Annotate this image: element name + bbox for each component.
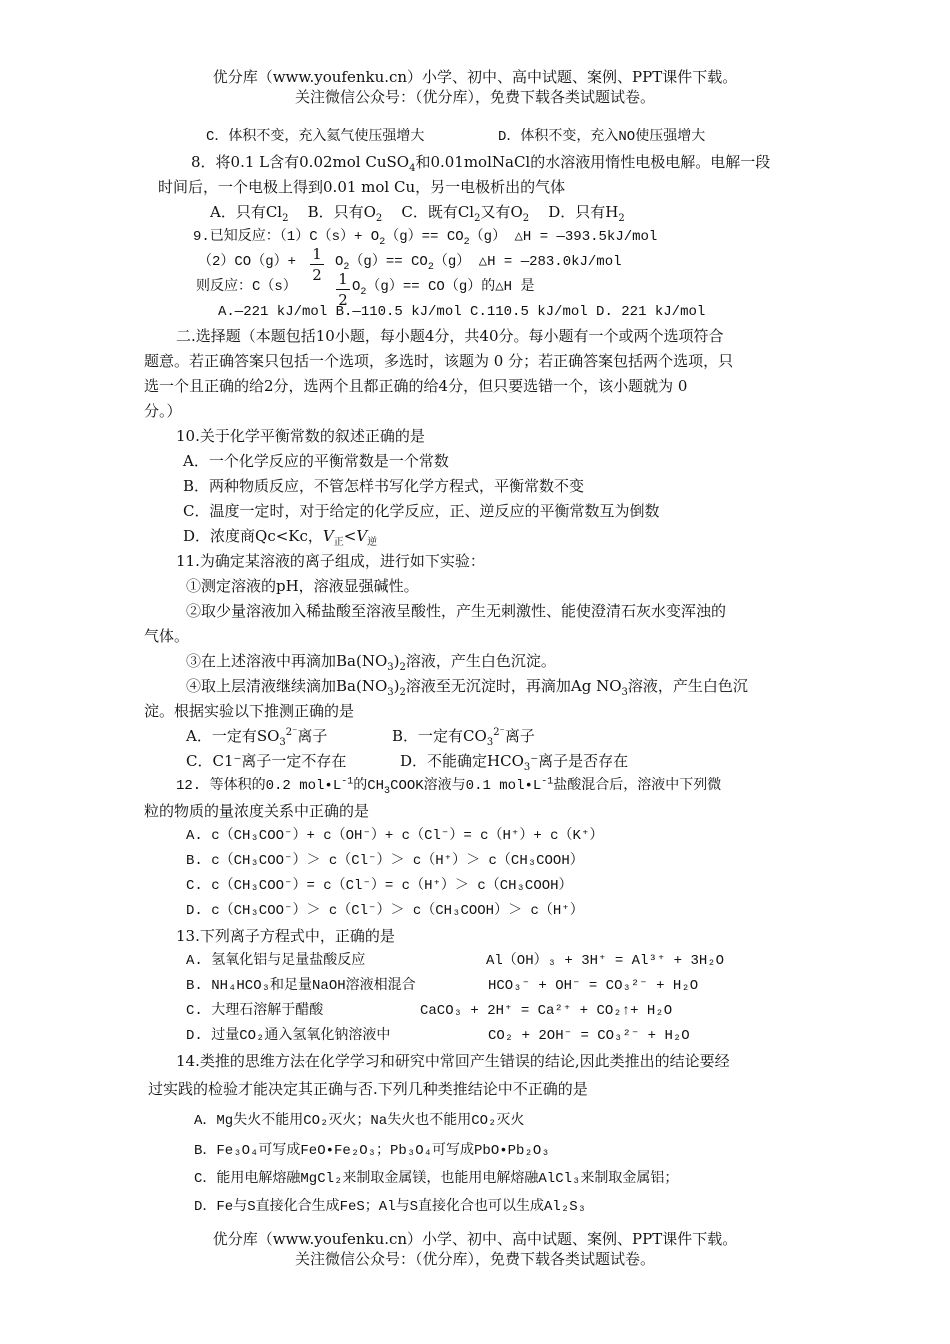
q13-stem: 13.下列离子方程式中，正确的是 bbox=[176, 927, 395, 945]
footer-line-2: 关注微信公众号：（优分库），免费下载各类试题试卷。 bbox=[294, 1250, 655, 1268]
q13-option-c: C. 大理石溶解于醋酸 bbox=[186, 1003, 324, 1019]
q9-fraction-1: 1 2 bbox=[310, 245, 324, 284]
section-2-line-1: 二.选择题（本题包括10小题，每小题4分，共40分。每小题有一个或两个选项符合 bbox=[176, 327, 724, 345]
q9-reaction-3: 则反应：C（s） bbox=[196, 279, 297, 295]
q14-option-b: B．Fe₃O₄可写成FeO•Fe₂O₃；Pb₃O₄可写成PbO•Pb₂O₃ bbox=[194, 1143, 550, 1159]
q12-stem-2: 粒的物质的量浓度关系中正确的是 bbox=[144, 802, 370, 820]
q13-option-b: B. NH₄HCO₃和足量NaOH溶液相混合 bbox=[186, 978, 416, 994]
q8-options bbox=[210, 201, 625, 223]
q12-stem-1: 12. 等体积的0.2 $mol•L^{-1}$的$CH_3COOK$溶液与0.1 $mol•L^{-1}$盐酸混合后，溶液中下列微 bbox=[176, 776, 722, 797]
q10-option-b: B．两种物质反应，不管怎样书写化学方程式，平衡常数不变 bbox=[183, 477, 585, 495]
q8-stem-1: 8．将0.1 L含有0.02mol CuSO$_4$和0.01molNaCl的水溶液用惰性电极电解。电解一段 bbox=[191, 153, 771, 174]
q9-stem: 9.已知反应：$(1)C(s)+ O_2(g)== CO_2(g)$ △H = —393.5kJ/mol bbox=[193, 229, 658, 248]
q10-option-c: C．温度一定时，对于给定的化学反应，正、逆反应的平衡常数互为倒数 bbox=[183, 502, 660, 520]
q13-equation-a: Al（OH）₃ + 3H⁺ = Al³⁺ + 3H₂O bbox=[486, 953, 725, 969]
q9-fraction-2: 1 2 bbox=[336, 270, 350, 309]
header-line-2: 关注微信公众号：（优分库），免费下载各类试题试卷。 bbox=[294, 88, 655, 106]
q11-stem: 11.为确定某溶液的离子组成，进行如下实验： bbox=[176, 552, 485, 570]
q7-option-c: C．体积不变，充入氦气使压强增大 bbox=[206, 129, 425, 145]
q11-option-d: D．不能确定$HCO_3^-$离子是否存在 bbox=[400, 752, 629, 773]
q13-equation-b: HCO₃⁻ + OH⁻ = CO₃²⁻ + H₂O bbox=[488, 978, 699, 994]
q14-stem-2: 过实践的检验才能决定其正确与否.下列几种类推结论中不正确的是 bbox=[148, 1080, 588, 1098]
q9-options: A.—221 kJ/mol B.—110.5 kJ/mol C.110.5 kJ/mol D. 221 kJ/mol bbox=[218, 304, 706, 320]
q14-stem-1: 14.类推的思维方法在化学学习和研究中常回产生错误的结论,因此类推出的结论要经 bbox=[176, 1052, 730, 1070]
q13-option-a: A. 氢氧化铝与足量盐酸反应 bbox=[186, 953, 366, 969]
q11-option-c: C．C1⁻离子一定不存在 bbox=[186, 752, 347, 770]
q8-stem-2: 时间后，一个电极上得到0.01 mol Cu，另一电极析出的气体 bbox=[158, 178, 566, 196]
q12-option-b: B. c（CH₃COO⁻）＞ c（Cl⁻）＞ c（H⁺）＞ c（CH₃COOH） bbox=[186, 853, 584, 869]
q11-step-1: ①测定溶液的pH，溶液显强碱性。 bbox=[186, 577, 419, 595]
q8-option-c: C．既有$Cl_2$又有$O_2$ bbox=[401, 203, 530, 224]
footer-line-1: 优分库（www.youfenku.cn）小学、初中、高中试题、案例、PPT课件下载。 bbox=[212, 1230, 738, 1248]
section-2-line-3: 选一个且正确的给2分，选两个且都正确的给4分，但只要选错一个，该小题就为 0 bbox=[144, 377, 688, 395]
q13-option-d: D. 过量CO₂通入氢氧化钠溶液中 bbox=[186, 1028, 391, 1044]
q9-reaction-2b: $O_2(g)== CO_2(g)$ △H = —283.0kJ/mol bbox=[335, 254, 622, 273]
q11-step-4: ④取上层清液继续滴加$Ba(NO_3)_2$溶液至无沉淀时，再滴加Ag $NO_3$溶液，产生白色沉 bbox=[186, 677, 748, 698]
q12-option-a: A. c（CH₃COO⁻）+ c（OH⁻）+ c（Cl⁻）= c（H⁺）+ c（K⁺） bbox=[186, 828, 604, 844]
q7-option-d: D．体积不变，充入NO使压强增大 bbox=[498, 129, 706, 145]
q14-option-a: A．Mg失火不能用CO₂灭火；Na失火也不能用CO₂灭火 bbox=[194, 1113, 525, 1129]
q12-option-c: C. c（CH₃COO⁻）= c（Cl⁻）= c（H⁺）＞ c（CH₃COOH） bbox=[186, 878, 573, 894]
q9-reaction-2: （2）CO（g）+ bbox=[198, 254, 297, 270]
q8-option-d: D．只有$H_2$ bbox=[548, 203, 625, 224]
q8-option-a: A．只有$Cl_2$ bbox=[210, 203, 289, 224]
q11-option-a: A．一定有$SO_3^{2^-}$离子 bbox=[186, 727, 328, 748]
q11-step-2-cont: 气体。 bbox=[144, 627, 190, 645]
q14-option-c: C．能用电解熔融MgCl₂来制取金属镁，也能用电解熔融AlCl₃来制取金属铝； bbox=[194, 1171, 679, 1187]
q8-option-b: B．只有$O_2$ bbox=[307, 203, 383, 224]
q11-step-4-cont: 淀。根据实验以下推测正确的是 bbox=[144, 702, 355, 720]
q9-reaction-3b: $O_2(g)== CO(g)$的△H 是 bbox=[352, 279, 535, 298]
q11-step-3: ③在上述溶液中再滴加$Ba(NO_3)_2$溶液，产生白色沉淀。 bbox=[186, 652, 556, 673]
q12-option-d: D. c（CH₃COO⁻）＞ c（Cl⁻）＞ c（CH₃COOH）＞ c（H⁺） bbox=[186, 903, 584, 919]
header-line-1: 优分库（www.youfenku.cn）小学、初中、高中试题、案例、PPT课件下载。 bbox=[212, 68, 738, 86]
section-2-line-4: 分。） bbox=[144, 402, 182, 420]
q10-option-d: D．浓度商Qc<Kc，$V_正<V_逆$ bbox=[183, 527, 378, 548]
q11-step-2: ②取少量溶液加入稀盐酸至溶液呈酸性，产生无刺激性、能使澄清石灰水变浑浊的 bbox=[186, 602, 727, 620]
section-2-line-2: 题意。若正确答案只包括一个选项，多选时，该题为 0 分；若正确答案包括两个选项，只 bbox=[144, 352, 734, 370]
q10-option-a: A．一个化学反应的平衡常数是一个常数 bbox=[183, 452, 449, 470]
q13-equation-c: CaCO₃ + 2H⁺ = Ca²⁺ + CO₂↑+ H₂O bbox=[420, 1003, 673, 1019]
q13-equation-d: CO₂ + 2OH⁻ = CO₃²⁻ + H₂O bbox=[488, 1028, 690, 1044]
q10-stem: 10.关于化学平衡常数的叙述正确的是 bbox=[176, 427, 425, 445]
q11-option-b: B．一定有$CO_3^{2^-}$离子 bbox=[392, 727, 535, 748]
q14-option-d: D．Fe与S直接化合生成FeS；Al与S直接化合也可以生成Al₂S₃ bbox=[194, 1199, 587, 1215]
